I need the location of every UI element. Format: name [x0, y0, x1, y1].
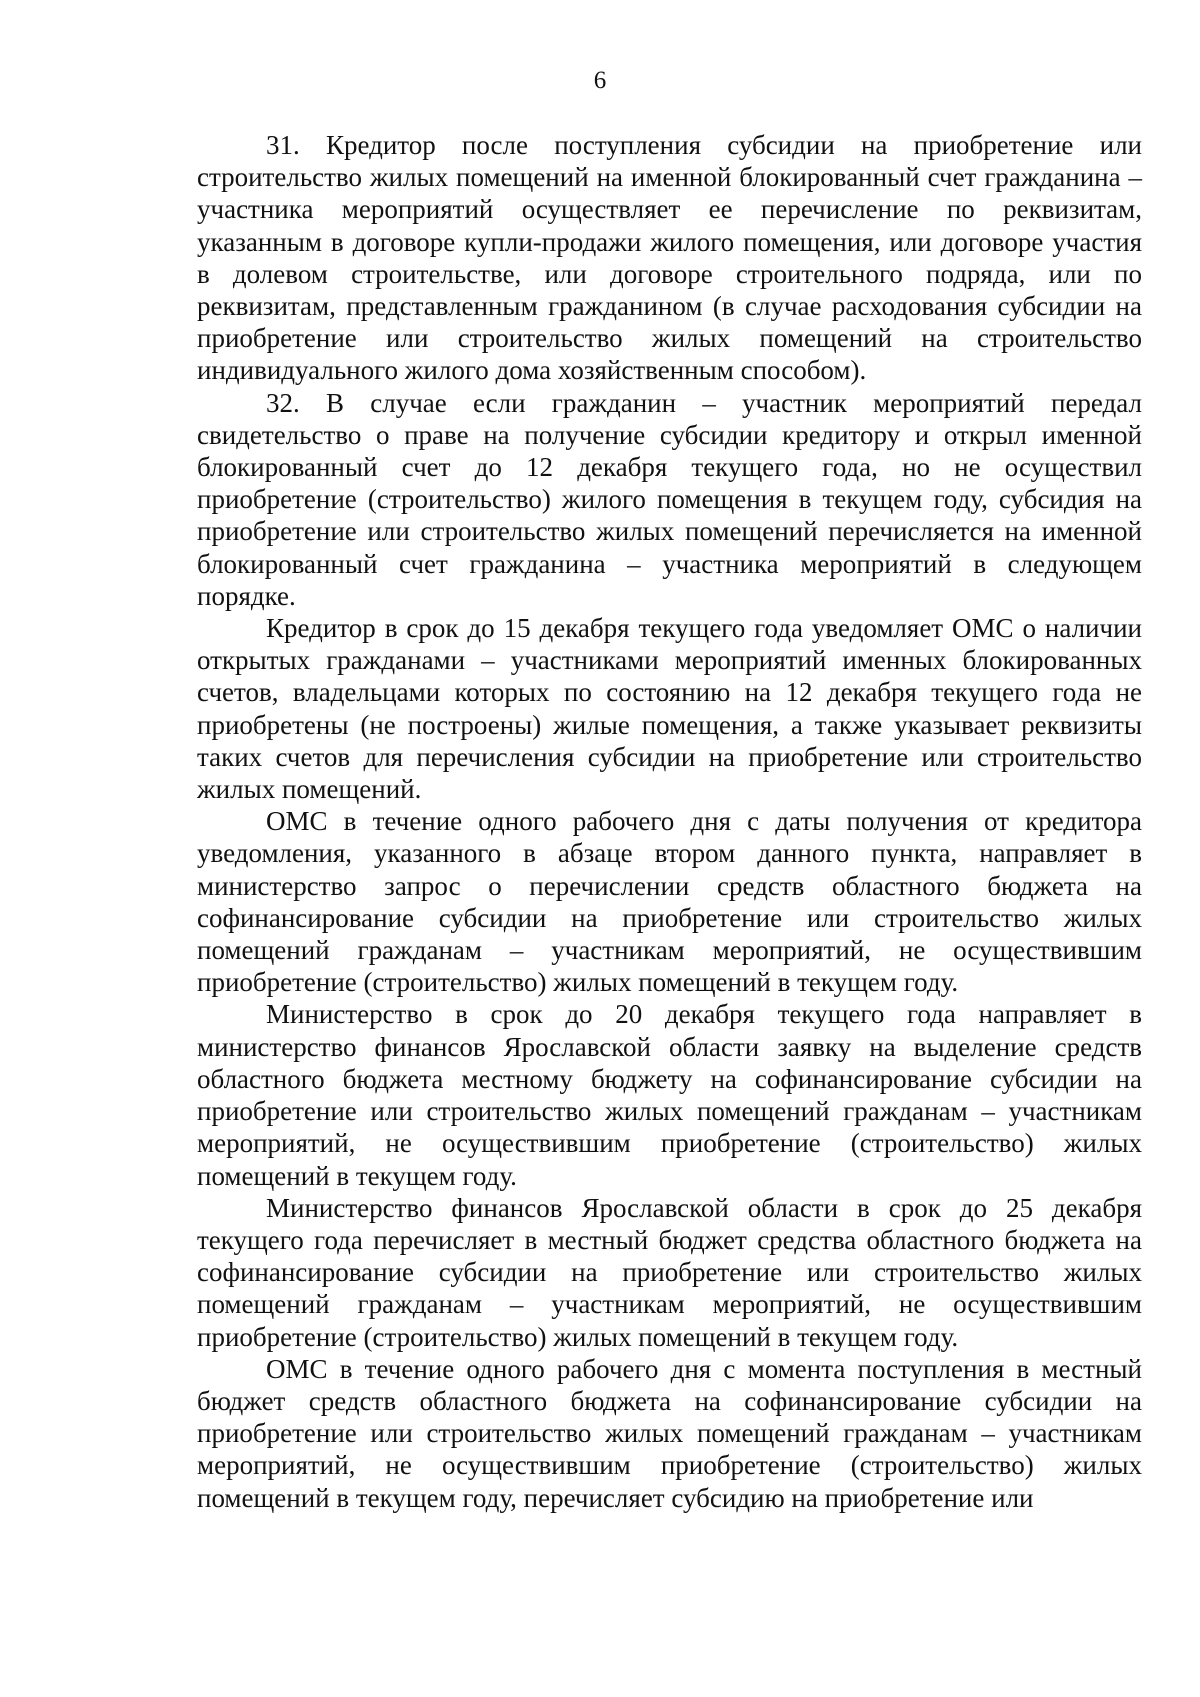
paragraph-finance-transfer: Министерство финансов Ярославской области в срок до 25 декабря текущего года перечисляет в местный бюджет средства областного бюджета на софинансирование субсидии на приобретение или строительство жилых помещений гражданам – участникам мероприятий, не осуществившим приобретение (строительство) жилых помещений в текущем году.	[197, 1192, 1142, 1352]
paragraph-creditor-notice: Кредитор в срок до 15 декабря текущего года уведомляет ОМС о наличии открытых гражданами – участниками мероприятий именных блокированных счетов, владельцами которых по состоянию на 12 декабря текущего года не приобретены (не построены) жилые помещения, а также указывает реквизиты таких счетов для перечисления субсидии на приобретение или строительство жилых помещений.	[197, 613, 1142, 805]
paragraph-oms-transfer: ОМС в течение одного рабочего дня с момента поступления в местный бюджет средств областного бюджета на софинансирование субсидии на приобретение или строительство жилых помещений гражданам – участникам мероприятий, не осуществившим приобретение (строительство) жилых помещений в текущем году, перечисляет субсидию на приобретение или	[197, 1353, 1142, 1513]
paragraph-31: 31. Кредитор после поступления субсидии на приобретение или строительство жилых помещений на именной блокированный счет гражданина – участника мероприятий осуществляет ее перечисление по реквизитам, указанным в договоре купли-продажи жилого помещения, или договоре участия в долевом строительстве, или договоре строительного подряда, или по реквизитам, представленным гражданином (в случае расходования субсидии на приобретение или строительство жилых помещений на строительство индивидуального жилого дома хозяйственным способом).	[197, 130, 1142, 386]
paragraph-oms-request: ОМС в течение одного рабочего дня с даты получения от кредитора уведомления, указанного в абзаце втором данного пункта, направляет в министерство запрос о перечислении средств областного бюджета на софинансирование субсидии на приобретение или строительство жилых помещений гражданам – участникам мероприятий, не осуществившим приобретение (строительство) жилых помещений в текущем году.	[197, 806, 1142, 998]
paragraph-32: 32. В случае если гражданин – участник мероприятий передал свидетельство о праве на получение субсидии кредитору и открыл именной блокированный счет до 12 декабря текущего года, но не осуществил приобретение (строительство) жилого помещения в текущем году, субсидия на приобретение или строительство жилых помещений перечисляется на именной блокированный счет гражданина – участника мероприятий в следующем порядке.	[197, 387, 1142, 611]
document-body	[197, 129, 1142, 1514]
paragraph-ministry-application: Министерство в срок до 20 декабря текущего года направляет в министерство финансов Ярославской области заявку на выделение средств областного бюджета местному бюджету на софинансирование субсидии на приобретение или строительство жилых помещений гражданам – участникам мероприятий, не осуществившим приобретение (строительство) жилых помещений в текущем году.	[197, 999, 1142, 1191]
page-number: 6	[593, 67, 607, 94]
